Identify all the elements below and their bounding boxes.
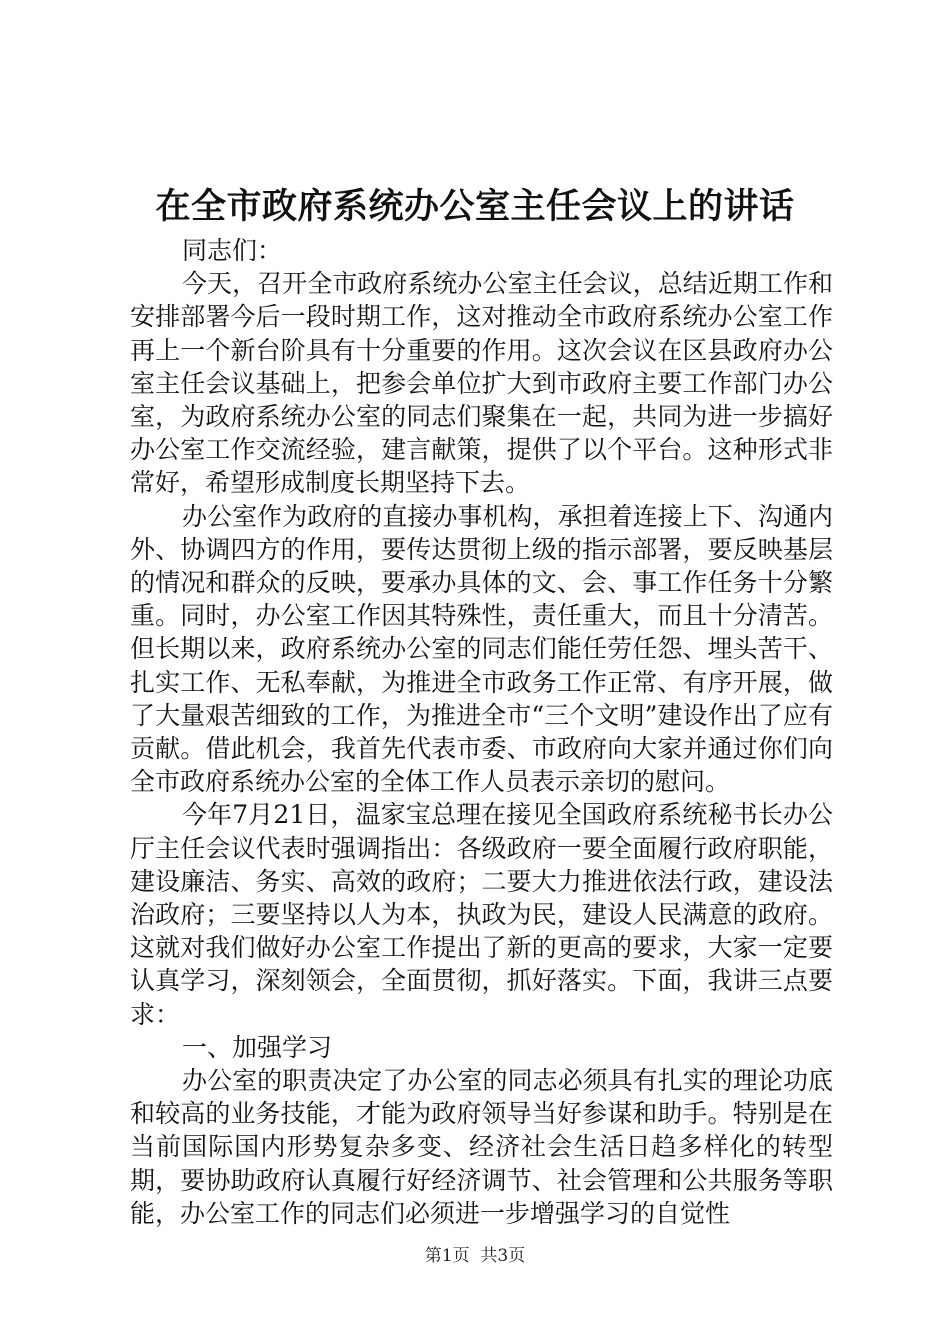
document-title: 在全市政府系统办公室主任会议上的讲话 (155, 187, 795, 227)
paragraph: 办公室作为政府的直接办事机构，承担着连接上下、沟通内外、协调四方的作用，要传达贯彻上级的指示部署，要反映基层的情况和群众的反映，要承办具体的文、会、事工作任务十分繁重。同时，办公室工作因其特殊性，责任重大，而且十分清苦。但长期以来，政府系统办公室的同志们能任劳任怨、埋头苦干、扎实工作、无私奉献，为推进全市政务工作正常、有序开展，做了大量艰苦细致的工作，为推进全市“三个文明”建设作出了应有贡献。借此机会，我首先代表市委、市政府向大家并通过你们向全市政府系统办公室的全体工作人员表示亲切的慰问。 (130, 501, 833, 797)
paragraph: 今年7月21日，温家宝总理在接见全国政府系统秘书长办公厅主任会议代表时强调指出：各级政府一要全面履行政府职能，建设廉洁、务实、高效的政府；二要大力推进依法行政，建设法治政府；三要坚持以人为本，执政为民，建设人民满意的政府。这就对我们做好办公室工作提出了新的更高的要求，大家一定要认真学习，深刻领会，全面贯彻，抓好落实。下面，我讲三点要求： (130, 800, 833, 1029)
page-number: 第1页 (424, 1246, 470, 1266)
page-total: 共3页 (480, 1246, 526, 1266)
salutation: 同志们： (182, 236, 283, 265)
paragraph: 办公室的职责决定了办公室的同志必须具有扎实的理论功底和较高的业务技能，才能为政府领导当好参谋和助手。特别是在当前国际国内形势复杂多变、经济社会生活日趋多样化的转型期，要协助政府认真履行好经济调节、社会管理和公共服务等职能，办公室工作的同志们必须进一步增强学习的自觉性 (130, 1066, 833, 1228)
page-footer (0, 1245, 950, 1267)
section-heading: 一、加强学习 (182, 1032, 333, 1062)
document-body (130, 234, 833, 1230)
footer-separator (470, 1246, 481, 1266)
paragraph: 今天，召开全市政府系统办公室主任会议，总结近期工作和安排部署今后一段时期工作，这对推动全市政府系统办公室工作再上一个新台阶具有十分重要的作用。这次会议在区县政府办公室主任会议基础上，把参会单位扩大到市政府主要工作部门办公室，为政府系统办公室的同志们聚集在一起，共同为进一步搞好办公室工作交流经验，建言献策，提供了以个平台。这种形式非常好，希望形成制度长期坚持下去。 (130, 269, 833, 498)
